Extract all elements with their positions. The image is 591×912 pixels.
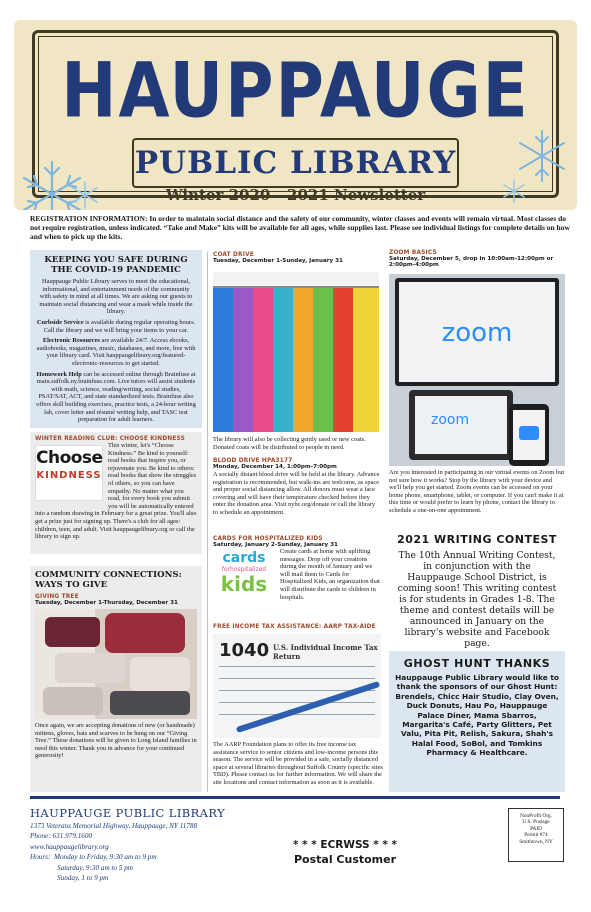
blood-drive-label: BLOOD DRIVE HPA3177 — [213, 458, 293, 464]
cards-section — [213, 536, 381, 602]
masthead-title: HAUPPAUGE — [61, 46, 530, 135]
writing-contest-text: The 10th Annual Writing Contest, in conjunction with the Hauppauge School District, is coming soon! This writing contest is for students in Grades 1-8. The theme and contest details will be announced in January on the library's website and Facebook page. — [397, 550, 557, 649]
stamp-line: PAID — [530, 825, 542, 832]
homework-paragraph — [36, 371, 196, 424]
cards-label: CARDS FOR HOSPITALIZED KIDS — [213, 536, 323, 542]
knitwear-photo — [35, 609, 197, 719]
cards-text: Create cards at home with uplifting messages. Drop off your creations during the month of January and we will mail them to Cards for Hospitalized Kids, an organization that will distribute the cards to children in hospitals. — [280, 548, 380, 601]
coat-drive-text: The library will also be collecting gently used or new coats. Donated coats will be distributed to people in need. — [213, 436, 366, 451]
footer-address-block — [30, 821, 290, 883]
giving-tree-label: GIVING TREE — [35, 594, 79, 600]
electronic-text: are available 24/7. Access ebooks, audiobooks, magazines, music, databases, and more, free with your library card. Visit hauppaugelibrary.org/featured-electronic-resources to get started. — [36, 337, 196, 367]
footer-website[interactable]: www.hauppaugelibrary.org — [30, 842, 109, 851]
footer-hours-sunday: Sunday, 1 to 9 pm — [57, 874, 109, 883]
coats-photo — [213, 272, 379, 432]
zoom-section — [389, 250, 565, 268]
electronic-label: Electronic Resources — [42, 337, 100, 345]
homework-text: can be accessed online through Brainfuse at main.suffolk.ny.brainfuse.com. Live tutors will assist students with math, science, reading/writing, social studies, PSAT/SAT, ACT, and state standardized tests. Brainfuse also offers skill building exercises, practice tests, a 24-hour writing lab, cover letter and résumé writing help, and TASC test preparation for adult learners. — [36, 370, 196, 424]
winter-reading-label: WINTER READING CLUB: CHOOSE KINDNESS — [35, 436, 186, 442]
snowflake-icon — [501, 178, 527, 204]
curbside-label: Curbside Service — [36, 318, 84, 326]
kindness-logo-word: KINDNESS — [36, 470, 102, 481]
footer-hours-label: Hours: — [30, 853, 51, 862]
masthead-subtitle: PUBLIC LIBRARY — [134, 145, 457, 181]
registration-info: REGISTRATION INFORMATION: In order to maintain social distance and the safety of our community, winter classes and events will remain virtual. Most classes do not require registration, unless indicated. “Take and Make” kits will be available for all ages, while supplies last. Please see individual listings for complete details on how and when to pick up the kits. — [30, 214, 570, 241]
safety-title-line2: THE COVID-19 PANDEMIC — [51, 265, 181, 275]
curbside-text: is available during regular operating hours. Call the library and we will bring your items to your car. — [43, 318, 196, 334]
zoom-label: ZOOM BASICS — [389, 250, 437, 256]
snowflake-icon — [70, 180, 100, 210]
cards-date: Saturday, January 2-Sunday, January 31 — [213, 542, 338, 548]
tax-aide-label: FREE INCOME TAX ASSISTANCE: AARP TAX-AIDE — [213, 624, 376, 630]
giving-tree-date: Tuesday, December 1-Thursday, December 31 — [35, 600, 178, 606]
choose-kindness-logo — [35, 445, 103, 501]
tax-form-number: 1040 — [219, 640, 270, 661]
stamp-line: Smithtown, NY — [519, 838, 553, 845]
writing-contest-title: 2021 WRITING CONTEST — [397, 533, 557, 546]
footer-phone: Phone: 631.979.1600 — [30, 832, 93, 841]
ghost-hunt-text: Hauppauge Public Library would like to thank the sponsors of our Ghost Hunt: Brendels, Chicc Hair Studio, Clay Oven, Duck Donuts, Hau Po, Hauppauge Palace Diner, Mama Sbarros, Margarita's Café, Party Glitters, Pet Valu, Pita Pit, Relish, Sakura, Shah's Halal Food, SoBol, and Tomkins Pharmacy & Healthcare. — [395, 673, 559, 758]
tax-form-title: U.S. Individual Income Tax Return — [273, 643, 378, 661]
coat-drive-section — [213, 252, 381, 264]
curbside-paragraph — [36, 319, 196, 334]
community-title-line1: COMMUNITY CONNECTIONS: — [35, 570, 182, 580]
cards-logo-for: forhospitalized — [221, 566, 267, 573]
footer-rule — [30, 796, 560, 799]
zoom-devices-photo — [389, 274, 565, 466]
zoom-date: Saturday, December 5, drop in 10:00am-12:00pm or 2:00pm-4:00pm — [389, 256, 554, 268]
snowflake-icon — [514, 128, 570, 184]
stamp-line: U.S. Postage — [522, 819, 550, 826]
winter-reading-panel — [30, 432, 202, 554]
winter-reading-text: This winter, let's “Choose Kindness.” Be kind to yourself: read books that inspire you, or rejuvenate you. Be kind to others: read books that show the struggles of others, so you can have empathy. No matter what you read, for every book you submit you will be automatically entered into a random drawing in February for a great prize. You'll also get a prize just for signing up. There's a club for all ages: children, teen, and adult. Visit hauppaugelibrary.org or call the library to sign up. — [35, 442, 197, 541]
tax-aide-text: The AARP Foundation plans to offer its free income tax assistance service to senior citizens and low-income persons this season. The service will be provided in a safe, socially distanced space at several libraries throughout Suffolk County (specific sites TBD). Please contact us for further information. We will share the site locations and contact information as soon as it is available. — [213, 741, 383, 786]
tax-form-photo — [213, 634, 381, 738]
ghost-hunt-panel — [389, 651, 565, 792]
blood-drive-section — [213, 458, 381, 517]
safety-intro: Hauppauge Public Library serves to meet the educational, informational, and entertainment needs of the community with safety in mind at all times. We are asking our guests to maintain social distancing and wear a mask while inside the library. — [39, 278, 193, 316]
ghost-hunt-title: GHOST HUNT THANKS — [403, 657, 551, 670]
stamp-line: Permit #74 — [524, 832, 548, 839]
footer-hours-row — [30, 852, 290, 862]
community-panel — [30, 566, 202, 792]
footer-library-name: HAUPPAUGE PUBLIC LIBRARY — [30, 806, 226, 820]
safety-title-line1: KEEPING YOU SAFE DURING — [44, 255, 188, 265]
masthead — [14, 20, 577, 210]
cards-logo-word: cards — [222, 550, 266, 566]
safety-panel — [30, 250, 202, 428]
cards-for-kids-logo — [213, 550, 275, 602]
homework-label: Homework Help — [36, 370, 82, 378]
ecrwss-line: * * * ECRWSS * * * — [292, 839, 398, 851]
coat-drive-label: COAT DRIVE — [213, 252, 254, 258]
blood-drive-date: Monday, December 14, 1:00pm-7:00pm — [213, 464, 337, 470]
column-divider — [207, 252, 208, 792]
giving-tree-text: Once again, we are accepting donations of new (or handmade) mittens, gloves, hats and scarves to be hung on our “Giving Tree.” These donations will be given to Long Island families in need this winter. Thank you in advance for your continued generosity! — [35, 722, 197, 760]
choose-logo-word: Choose — [36, 448, 103, 468]
newsletter-issue: Winter 2020 - 2021 Newsletter — [165, 186, 426, 204]
footer-hours-weekday: Monday to Friday, 9:30 am to 9 pm — [53, 853, 157, 862]
electronic-paragraph — [36, 337, 196, 367]
zoom-text: Are you interested in participating in our virtual events on Zoom but not sure how it works? Stop by the library with your device and we'll help you get started. Zoom events can be accessed on your home phone, smartphone, tablet, or computer. If you can't make it at this time or would prefer to learn by phone, contact the library to schedule a one-on-one appointment. — [389, 469, 565, 514]
footer-hours-saturday: Saturday, 9:30 am to 5 pm — [57, 863, 133, 872]
postal-customer: Postal Customer — [293, 853, 397, 866]
postage-permit-stamp — [508, 808, 564, 862]
masthead-subtitle-banner — [132, 138, 459, 188]
cards-logo-kids: kids — [220, 572, 268, 596]
blood-drive-text: A socially distant blood drive will be held at the library. Advance registration is recommended, but walk-ins are welcome, as space and proper social distancing allow. All donors must wear a face covering and will have their temperature checked before they enter the donation area. Visit nybc.org/donate or call the library to schedule an appointment. — [213, 471, 380, 516]
footer-address: 1373 Veterans Memorial Highway, Hauppauge, NY 11788 — [30, 822, 198, 830]
coat-drive-date: Tuesday, December 1-Sunday, January 31 — [213, 258, 343, 264]
zoom-brand-large: zoom — [441, 318, 513, 348]
stamp-line: NonProfit Org. — [520, 813, 552, 819]
zoom-brand-tablet: zoom — [431, 412, 470, 428]
writing-contest-panel — [389, 527, 565, 647]
community-title-line2: WAYS TO GIVE — [35, 580, 108, 590]
